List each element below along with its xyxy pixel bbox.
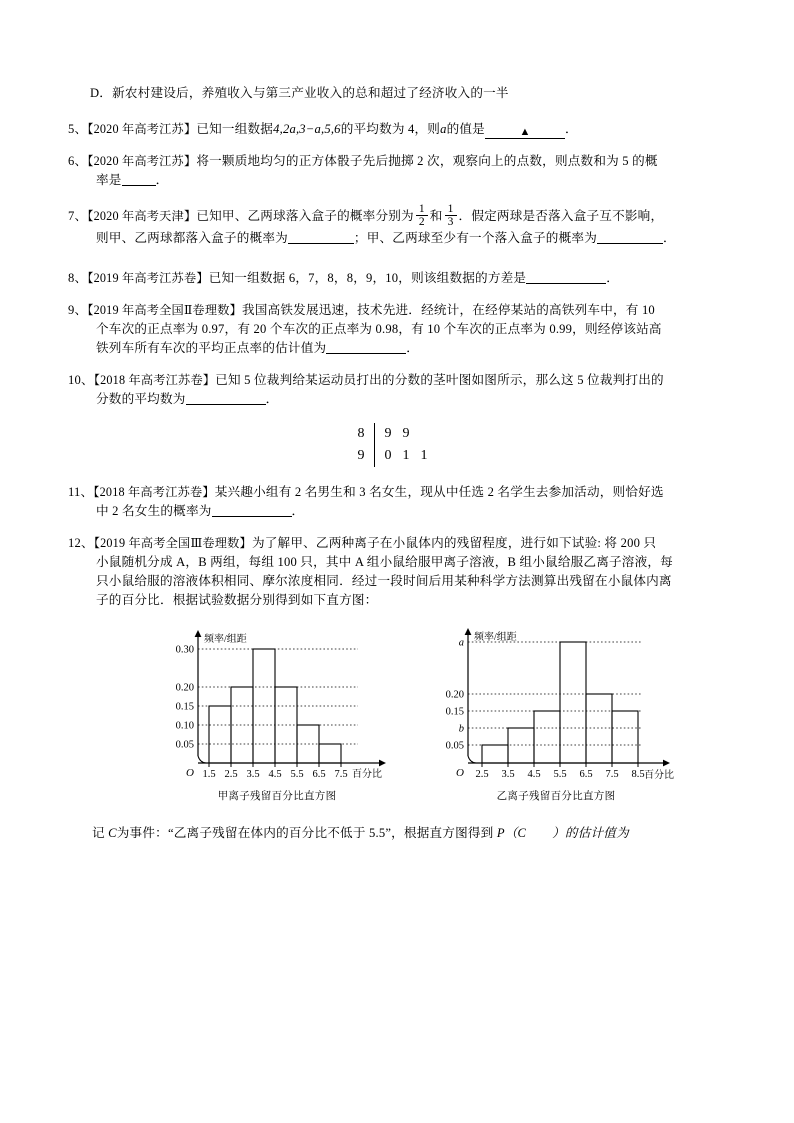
- final-text-2: 为事件：“乙离子残留在体内的百分比不低于 5.5”，根据直方图得到: [116, 825, 494, 840]
- x-tick-label: 5.5: [290, 768, 304, 780]
- gridlines: [468, 642, 642, 745]
- histogram-yi-svg: [420, 624, 692, 782]
- x-tick-label: 1.5: [202, 768, 216, 780]
- question-6-number: 6、: [68, 154, 88, 169]
- leaf-value: 1: [420, 448, 428, 464]
- stem-column: [358, 423, 374, 466]
- bar-6: [612, 711, 638, 763]
- x-tick-label: 2.5: [224, 768, 238, 780]
- answer-blank-5[interactable]: ▲: [485, 127, 565, 138]
- y-tick-labels: [446, 637, 464, 751]
- fraction-numerator: 1: [418, 202, 425, 215]
- final-text-3: P（C: [496, 825, 527, 840]
- y-axis-label: 频率/组距: [204, 633, 247, 645]
- question-5-source: 【2020 年高考江苏】: [87, 122, 197, 137]
- x-tick-label: 7.5: [605, 768, 619, 780]
- question-11-number: 11、: [68, 484, 94, 499]
- question-12-number: 12、: [68, 536, 94, 551]
- question-7: [68, 204, 728, 249]
- question-12-line-3: 只小鼠给服的溶液体积相同、摩尔浓度相同．经过一段时间后用某种科学方法测算出残留在小鼠体内离: [96, 574, 672, 589]
- question-12-source: 【2019 年高考全国Ⅲ卷理数】: [93, 536, 252, 551]
- x-tick-label: 2.5: [475, 768, 489, 780]
- origin-label: O: [186, 766, 194, 779]
- question-9: [68, 301, 728, 358]
- bar-5: [586, 694, 612, 763]
- question-11-text-2: 中 2 名女生的概率为: [96, 503, 212, 518]
- histogram-jia: [146, 624, 408, 803]
- y-tick-label: 0.10: [175, 720, 194, 732]
- gridlines: [198, 649, 358, 744]
- y-tick-label: 0.05: [175, 739, 194, 751]
- question-10-number: 10、: [68, 373, 94, 388]
- histogram-yi: [420, 624, 692, 803]
- question-6-line-2: [68, 171, 728, 190]
- x-tick-label: 3.5: [246, 768, 260, 780]
- leaf-value: 9: [402, 426, 410, 442]
- question-8-number: 8、: [68, 270, 88, 285]
- x-tick-label: 4.5: [527, 768, 541, 780]
- question-7-text-2: 和: [429, 208, 443, 223]
- question-11-source: 【2018 年高考江苏卷】: [93, 484, 215, 499]
- y-tick-label: 0.20: [175, 682, 194, 694]
- bars: [482, 642, 638, 763]
- answer-blank-6[interactable]: [122, 173, 156, 186]
- x-tick-label: 5.5: [553, 768, 567, 780]
- question-9-line-3: [68, 339, 728, 358]
- leaf-column: [375, 423, 439, 466]
- final-text-1: 记: [92, 825, 105, 840]
- question-8-text-1: 已知一组数据 6，7，8，8，9，10，则该组数据的方差是: [208, 270, 527, 285]
- option-d: [68, 84, 728, 103]
- question-12-line-4: 子的百分比．根据试验数据分别得到如下直方图：: [96, 593, 378, 608]
- histogram-jia-caption: 甲离子残留百分比直方图: [217, 790, 337, 802]
- question-5-text-2: 的平均数为 4，则: [340, 122, 441, 137]
- question-10: [68, 371, 728, 409]
- leaf-value: 1: [402, 448, 410, 464]
- answer-blank-11[interactable]: [212, 504, 292, 517]
- answer-blank-10[interactable]: [186, 392, 266, 405]
- bar-1: [209, 706, 231, 763]
- y-axis-arrow: [195, 630, 202, 637]
- y-tick-label-b: b: [458, 723, 464, 735]
- final-text-4: ）的估计值为: [552, 825, 629, 840]
- leaf-value: 9: [384, 426, 392, 442]
- question-10-tail: ．: [265, 392, 279, 407]
- leaf-value: 0: [384, 448, 392, 464]
- question-12-text-1: 为了解甲、乙两种离子在小鼠体内的残留程度，进行如下试验: 将 200 只: [251, 536, 657, 551]
- x-axis-arrow: [379, 759, 386, 766]
- question-11-tail: ．: [291, 503, 305, 518]
- y-tick-label: 0.15: [175, 701, 194, 713]
- question-9-text-3: 铁列车所有车次的平均正点率的估计值为: [96, 340, 327, 355]
- bar-2: [508, 728, 534, 763]
- document-content: [68, 84, 728, 856]
- histograms-container: [68, 624, 728, 802]
- stem-value: 8: [357, 426, 365, 442]
- x-axis-label: 百分比: [352, 768, 382, 780]
- axis-break: [468, 756, 476, 763]
- stem-and-leaf-inner: [358, 423, 439, 466]
- question-6-source: 【2020 年高考江苏】: [87, 154, 197, 169]
- fraction-one-third: [445, 203, 457, 229]
- question-6-text-2: 率是: [96, 173, 122, 188]
- bar-1: [482, 745, 508, 763]
- question-7-text-1: 已知甲、乙两球落入盒子的概率分别为: [196, 208, 414, 223]
- question-6: [68, 152, 728, 190]
- question-10-text-1: 已知 5 位裁判给某运动员打出的分数的茎叶图如图所示，那么这 5 位裁判打出的: [215, 373, 664, 388]
- y-tick-label: 0.05: [445, 740, 464, 752]
- final-question-line: [68, 824, 728, 843]
- question-9-source: 【2019 年高考全国Ⅱ卷理数】: [87, 302, 242, 317]
- bar-3: [534, 711, 560, 763]
- question-7-tail: ．: [663, 231, 676, 246]
- bar-6: [319, 744, 341, 763]
- question-7-text-5: ；甲、乙两球至少有一个落入盒子的概率为: [353, 231, 597, 246]
- question-11-line-2: [68, 502, 728, 521]
- y-tick-label: 0.15: [445, 706, 464, 718]
- question-8: [68, 269, 728, 288]
- answer-blank-9[interactable]: [326, 341, 406, 354]
- question-7-text-3: ．假定两球是否落入盒子互不影响，: [458, 208, 664, 223]
- histogram-jia-svg: [146, 624, 408, 782]
- question-5-number: 5、: [68, 122, 88, 137]
- question-9-tail: ．: [406, 340, 420, 355]
- question-7-source: 【2020 年高考天津】: [87, 208, 197, 223]
- option-d-label: D．: [90, 86, 113, 100]
- fraction-numerator: 1: [447, 202, 454, 215]
- x-tick-label: 8.5: [631, 768, 645, 780]
- x-tick-labels: [475, 769, 644, 780]
- fraction-denominator: 2: [416, 215, 428, 228]
- bar-2: [231, 687, 253, 763]
- stem-and-leaf-plot: [68, 423, 728, 466]
- y-tick-labels: [176, 644, 194, 750]
- x-tick-label: 6.5: [579, 768, 593, 780]
- origin-label: O: [456, 766, 464, 779]
- histogram-yi-caption: 乙离子残留百分比直方图: [496, 790, 616, 802]
- question-7-number: 7、: [68, 208, 88, 223]
- question-11-text-1: 某兴趣小组有 2 名男生和 3 名女生，现从中任选 2 名学生去参加活动，则恰好选: [214, 484, 664, 499]
- question-12-line-2: 小鼠随机分成 A，B 两组，每组 100 只，其中 A 组小鼠给服甲离子溶液，B 组小鼠给服乙离子溶液，每: [96, 555, 673, 570]
- x-axis-label: 百分比: [644, 769, 674, 781]
- y-tick-label: 0.20: [445, 689, 464, 701]
- x-tick-label: 7.5: [334, 768, 348, 780]
- question-7-text-4: 则甲、乙两球都落入盒子的概率为: [96, 231, 288, 246]
- axis-break: [198, 756, 206, 763]
- question-5-data: 4,2a,3−a,5,6: [273, 122, 341, 137]
- option-d-text: 新农村建设后，养殖收入与第三产业收入的总和超过了经济收入的一半: [112, 86, 509, 100]
- y-tick-label-a: a: [458, 637, 464, 649]
- y-axis-label: 频率/组距: [474, 631, 517, 643]
- answer-blank-8[interactable]: [526, 271, 606, 284]
- question-10-line-2: [68, 390, 728, 409]
- x-tick-label: 4.5: [268, 768, 282, 780]
- question-9-text-1: 我国高铁发展迅速，技术先进．经统计，在经停某站的高铁列车中，有 10: [241, 302, 655, 317]
- answer-blank-7a[interactable]: [288, 231, 354, 244]
- question-8-tail: ．: [606, 270, 620, 285]
- question-9-number: 9、: [68, 302, 88, 317]
- fraction-denominator: 3: [445, 215, 457, 228]
- question-6-text-1: 将一颗质地均匀的正方体骰子先后抛掷 2 次，观察向上的点数，则点数和为 5 的概: [196, 154, 658, 169]
- stem-value: 9: [357, 448, 365, 464]
- question-10-source: 【2018 年高考江苏卷】: [93, 373, 216, 388]
- x-tick-label: 3.5: [501, 768, 515, 780]
- y-tick-label: 0.30: [175, 644, 194, 656]
- x-tick-label: 6.5: [312, 768, 326, 780]
- fraction-one-half: [416, 203, 428, 229]
- question-5: [68, 120, 728, 139]
- leaf-row: [385, 423, 439, 445]
- question-9-line-2: 个车次的正点率为 0.97，有 20 个车次的正点率为 0.98，有 10 个车次的正点率为 0.99，则经停该站高: [96, 321, 662, 336]
- question-10-text-2: 分数的平均数为: [96, 392, 186, 407]
- x-axis-arrow: [663, 759, 670, 766]
- question-5-text-3: 的值是: [446, 122, 485, 137]
- y-axis-arrow: [465, 628, 472, 635]
- question-7-line-2: [68, 229, 728, 248]
- leaf-row: [385, 445, 439, 467]
- question-5-tail: ．: [564, 122, 578, 137]
- bar-5: [297, 725, 319, 763]
- question-12: [68, 534, 728, 611]
- question-11: [68, 483, 728, 521]
- x-tick-labels: [202, 769, 347, 780]
- answer-blank-7b[interactable]: [597, 231, 663, 244]
- question-6-tail: ．: [155, 173, 169, 188]
- question-8-source: 【2019 年高考江苏卷】: [87, 270, 209, 285]
- final-variable-c: C: [108, 825, 117, 840]
- question-5-text-1: 已知一组数据: [196, 122, 274, 137]
- question-5-variable: a: [440, 122, 447, 137]
